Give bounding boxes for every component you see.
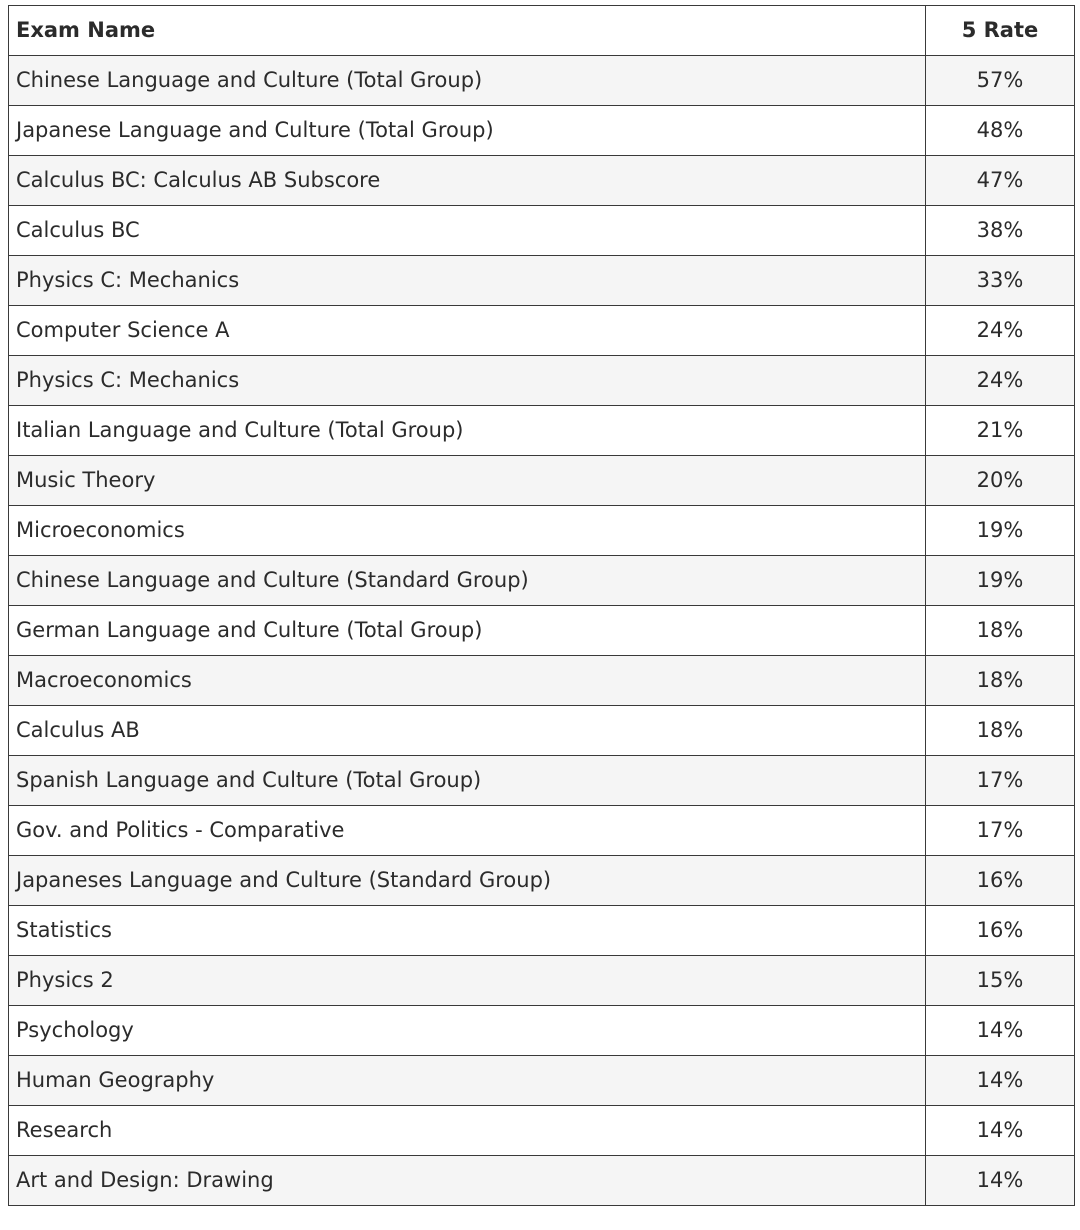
five-rate-cell: 14%: [926, 1056, 1075, 1106]
table-row: [9, 56, 1075, 106]
five-rate-cell: 33%: [926, 256, 1075, 306]
exam-name-cell: Macroeconomics: [9, 656, 926, 706]
five-rate-cell: 19%: [926, 506, 1075, 556]
table-row: [9, 256, 1075, 306]
exam-name-cell: Japanese Language and Culture (Total Group): [9, 106, 926, 156]
five-rate-cell: 16%: [926, 856, 1075, 906]
exam-name-cell: Calculus BC: [9, 206, 926, 256]
exam-name-cell: Computer Science A: [9, 306, 926, 356]
exam-name-cell: Gov. and Politics - Comparative: [9, 806, 926, 856]
five-rate-cell: 21%: [926, 406, 1075, 456]
five-rate-cell: 14%: [926, 1006, 1075, 1056]
exam-name-cell: Statistics: [9, 906, 926, 956]
table-row: [9, 756, 1075, 806]
exam-name-cell: Research: [9, 1106, 926, 1156]
five-rate-cell: 18%: [926, 606, 1075, 656]
table-row: [9, 906, 1075, 956]
exam-name-cell: Psychology: [9, 1006, 926, 1056]
five-rate-cell: 24%: [926, 306, 1075, 356]
table-row: [9, 1106, 1075, 1156]
five-rate-cell: 17%: [926, 756, 1075, 806]
five-rate-cell: 15%: [926, 956, 1075, 1006]
five-rate-cell: 16%: [926, 906, 1075, 956]
exam-name-cell: Art and Design: Drawing: [9, 1156, 926, 1206]
table-row: [9, 306, 1075, 356]
table-row: [9, 1006, 1075, 1056]
exam-name-cell: Spanish Language and Culture (Total Group): [9, 756, 926, 806]
exam-name-cell: Italian Language and Culture (Total Group): [9, 406, 926, 456]
five-rate-cell: 18%: [926, 656, 1075, 706]
table-row: [9, 406, 1075, 456]
exam-name-cell: Physics C: Mechanics: [9, 256, 926, 306]
exam-rate-table: [8, 5, 1075, 1206]
table-body: [9, 56, 1075, 1206]
exam-name-header: Exam Name: [9, 6, 926, 56]
exam-rate-table-container: [8, 5, 1074, 1206]
five-rate-cell: 14%: [926, 1106, 1075, 1156]
table-row: [9, 956, 1075, 1006]
exam-name-cell: Music Theory: [9, 456, 926, 506]
five-rate-cell: 14%: [926, 1156, 1075, 1206]
five-rate-cell: 48%: [926, 106, 1075, 156]
table-row: [9, 706, 1075, 756]
exam-name-cell: Calculus AB: [9, 706, 926, 756]
table-row: [9, 206, 1075, 256]
table-header-row: [9, 6, 1075, 56]
exam-name-cell: Japaneses Language and Culture (Standard Group): [9, 856, 926, 906]
five-rate-cell: 20%: [926, 456, 1075, 506]
table-row: [9, 556, 1075, 606]
table-row: [9, 156, 1075, 206]
exam-name-cell: Physics C: Mechanics: [9, 356, 926, 406]
exam-name-cell: Physics 2: [9, 956, 926, 1006]
table-row: [9, 506, 1075, 556]
exam-name-cell: Calculus BC: Calculus AB Subscore: [9, 156, 926, 206]
exam-name-cell: German Language and Culture (Total Group): [9, 606, 926, 656]
table-row: [9, 1056, 1075, 1106]
exam-name-cell: Chinese Language and Culture (Standard Group): [9, 556, 926, 606]
table-row: [9, 656, 1075, 706]
five-rate-cell: 19%: [926, 556, 1075, 606]
table-row: [9, 356, 1075, 406]
five-rate-cell: 17%: [926, 806, 1075, 856]
five-rate-header: 5 Rate: [926, 6, 1075, 56]
exam-name-cell: Chinese Language and Culture (Total Group): [9, 56, 926, 106]
five-rate-cell: 18%: [926, 706, 1075, 756]
table-row: [9, 856, 1075, 906]
exam-name-cell: Human Geography: [9, 1056, 926, 1106]
exam-name-cell: Microeconomics: [9, 506, 926, 556]
table-row: [9, 1156, 1075, 1206]
table-row: [9, 606, 1075, 656]
five-rate-cell: 24%: [926, 356, 1075, 406]
five-rate-cell: 47%: [926, 156, 1075, 206]
table-row: [9, 456, 1075, 506]
five-rate-cell: 57%: [926, 56, 1075, 106]
table-row: [9, 106, 1075, 156]
five-rate-cell: 38%: [926, 206, 1075, 256]
table-row: [9, 806, 1075, 856]
